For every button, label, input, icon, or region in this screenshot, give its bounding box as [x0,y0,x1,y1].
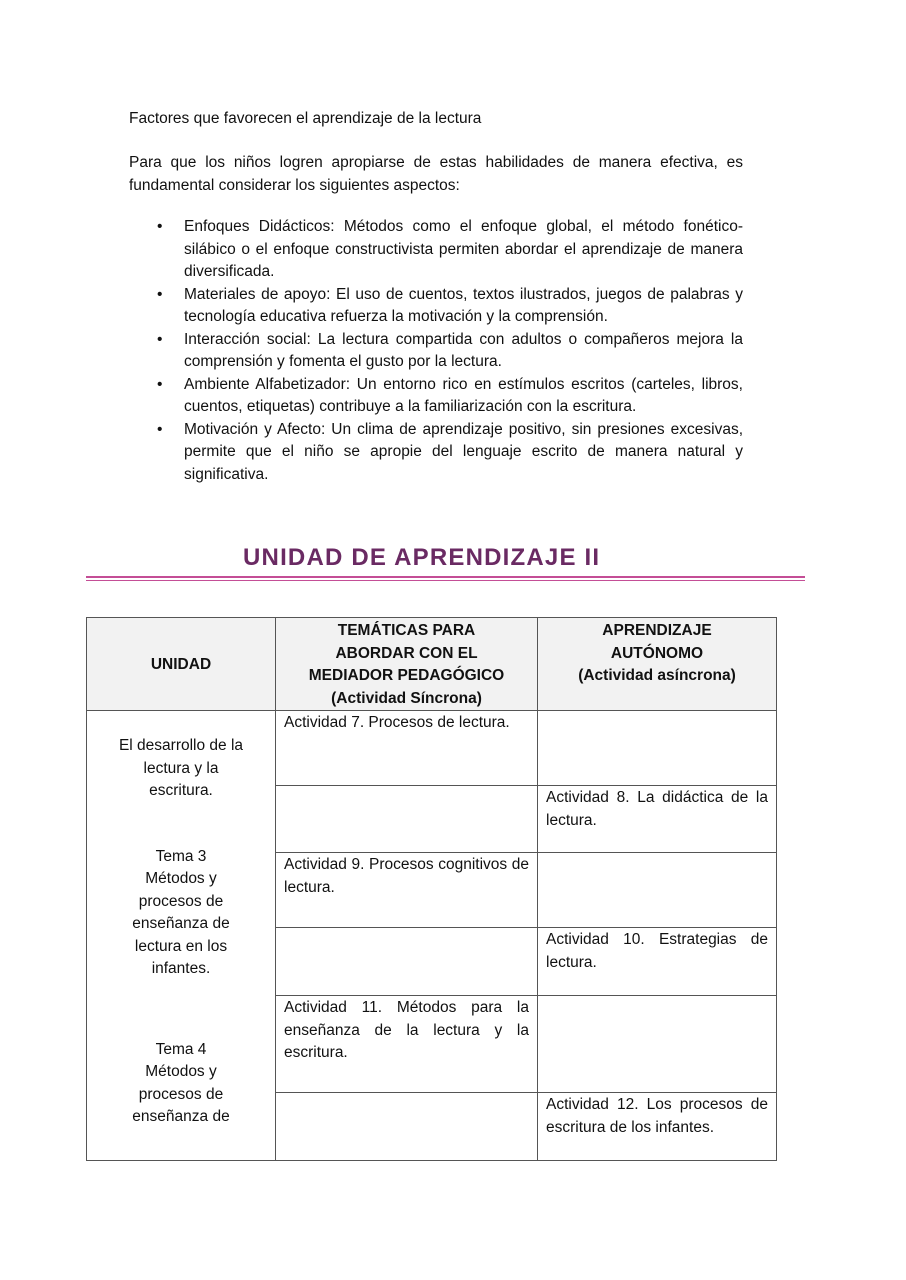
list-item [129,216,743,284]
sync-cell: Actividad 9. Procesos cognitivos de lectura. [276,853,538,928]
unit-title: UNIDAD DE APRENDIZAJE II [243,544,601,571]
sync-cell [276,786,538,853]
bullet-icon: • [157,285,163,303]
list-item-text: Materiales de apoyo: El uso de cuentos, textos ilustrados, juegos de palabras y tecnología educativa refuerza la motivación y la comprensión. [184,285,743,325]
header-sync-line: TEMÁTICAS PARA [337,622,476,639]
header-async-line: AUTÓNOMO [610,644,704,662]
header-unit: UNIDAD [87,618,276,711]
list-item [129,329,743,374]
list-item [129,419,743,487]
list-item [129,374,743,419]
title-divider-thin [86,580,805,581]
async-cell: Actividad 10. Estrategias de lectura. [538,928,777,996]
header-async [538,618,777,711]
bullet-icon: • [157,375,163,393]
header-async-line: APRENDIZAJE [602,622,712,639]
sync-cell: Actividad 7. Procesos de lectura. [276,711,538,786]
unit-cell [87,711,276,1161]
intro-paragraph: Para que los niños logren apropiarse de estas habilidades de manera efectiva, es fundamental considerar los siguientes aspectos: [129,154,743,194]
table-header-row [87,618,777,711]
bullet-icon: • [157,420,163,438]
async-cell [538,853,777,928]
list-item-text: Motivación y Afecto: Un clima de aprendizaje positivo, sin presiones excesivas, permite que el niño se apropie del lenguaje escrito de manera natural y significativa. [184,420,743,483]
async-cell [538,996,777,1093]
list-item-text: Enfoques Didácticos: Métodos como el enfoque global, el método fonético-silábico o el enfoque constructivista permiten abordar el aprendizaje de manera diversificada. [184,218,743,280]
list-item [129,284,743,329]
sync-cell: Actividad 11. Métodos para la enseñanza de la lectura y la escritura. [276,996,538,1093]
unit-topic: El desarrollo de la lectura y la escritura. [118,737,244,799]
bullet-icon: • [157,330,163,348]
unit-tema-4: Tema 4 Métodos y procesos de enseñanza de [132,1040,230,1125]
header-sync-line: (Actividad Síncrona) [331,689,482,707]
list-item-text: Ambiente Alfabetizador: Un entorno rico en estímulos escritos (carteles, libros, cuentos, etiquetas) contribuye a la familiarización con la escritura. [184,375,743,415]
unit-tema-3: Tema 3 Métodos y procesos de enseñanza de lectura en los infantes. [132,847,230,977]
sync-cell [276,928,538,996]
async-cell: Actividad 12. Los procesos de escritura de los infantes. [538,1093,777,1161]
unit-table [86,617,777,1161]
bullet-icon: • [157,218,163,235]
section-heading: Factores que favorecen el aprendizaje de la lectura [129,110,482,127]
header-sync-line: MEDIADOR PEDAGÓGICO [308,667,505,684]
header-sync [276,618,538,711]
title-divider [86,576,805,578]
async-cell: Actividad 8. La didáctica de la lectura. [538,786,777,853]
sync-cell [276,1093,538,1161]
table-row [87,711,777,786]
async-cell [538,711,777,786]
factors-list [129,216,743,486]
header-sync-line: ABORDAR CON EL [335,644,478,662]
header-async-line: (Actividad asíncrona) [578,667,736,684]
list-item-text: Interacción social: La lectura compartida con adultos o compañeros mejora la comprensión y fomenta el gusto por la lectura. [184,330,743,370]
